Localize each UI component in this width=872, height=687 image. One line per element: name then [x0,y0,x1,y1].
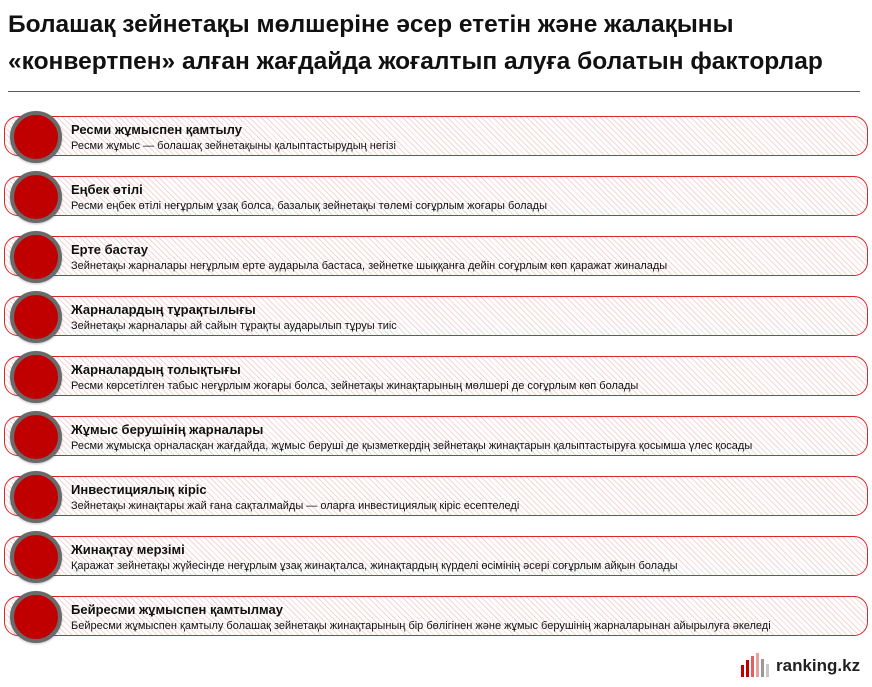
red-circle-icon [10,531,62,583]
factor-description: Бейресми жұмыспен қамтылу болашақ зейнетақы жинақтарының бір бөлігінен және жұмыс берушінің жарналарынан айырылуға әкеледі [71,620,771,632]
factor-name: Ресми жұмыспен қамтылу [71,122,242,137]
factor-item [4,476,870,518]
red-circle-icon [10,291,62,343]
red-circle-icon [10,111,62,163]
factor-name: Еңбек өтілі [71,182,143,197]
brand-logo [740,652,868,680]
factor-item [4,116,870,158]
brand-name: ranking.kz [776,656,861,675]
factor-name: Бейресми жұмыспен қамтылмау [71,602,283,617]
page-title: Болашақ зейнетақы мөлшеріне әсер ететін және жалақыны «конвертпен» алған жағдайда жоғалтып алуға болатын факторлар [8,11,823,75]
factor-description: Ресми жұмысқа орналасқан жағдайда, жұмыс беруші де қызметкердің зейнетақы жинақтарын қалыптастыруға қосымша үлес қосады [71,440,753,452]
factor-description: Ресми көрсетілген табыс неғұрлым жоғары болса, зейнетақы жинақтарының мөлшері де соғұрлым көп болады [71,380,639,392]
factor-name: Жарналардың толықтығы [71,362,241,377]
ranking-logo-bars-icon [740,652,774,678]
factor-name: Жарналардың тұрақтылығы [71,302,256,317]
factor-item [4,356,870,398]
factor-description: Зейнетақы жинақтары жай ғана сақталмайды — оларға инвестициялық кіріс есептеледі [71,500,520,512]
red-circle-icon [10,171,62,223]
factor-description: Қаражат зейнетақы жүйесінде неғұрлым ұзақ жинақталса, жинақтардың күрделі өсімінің әсері соғұрлым айқын болады [71,560,678,572]
factor-item [4,596,870,638]
red-circle-icon [10,231,62,283]
factor-name: Инвестициялық кіріс [71,482,207,497]
factor-description: Зейнетақы жарналары ай сайын тұрақты аударылып тұруы тиіс [71,320,397,332]
factor-item [4,296,870,338]
factor-description: Ресми жұмыс — болашақ зейнетақыны қалыптастырудың негізі [71,140,396,152]
factor-item [4,236,870,278]
factor-name: Жұмыс берушінің жарналары [71,422,264,437]
factor-name: Жинақтау мерзімі [71,542,185,557]
red-circle-icon [10,591,62,643]
red-circle-icon [10,471,62,523]
factor-description: Зейнетақы жарналары неғұрлым ерте аударыла бастаса, зейнетке шыққанға дейін соғұрлым көп қаражат жиналады [71,260,668,272]
red-circle-icon [10,411,62,463]
factor-item [4,176,870,218]
factor-item [4,416,870,458]
red-circle-icon [10,351,62,403]
factor-name: Ерте бастау [71,242,148,257]
factor-item [4,536,870,578]
factor-description: Ресми еңбек өтілі неғұрлым ұзақ болса, базалық зейнетақы төлемі соғұрлым жоғары болады [71,200,547,212]
